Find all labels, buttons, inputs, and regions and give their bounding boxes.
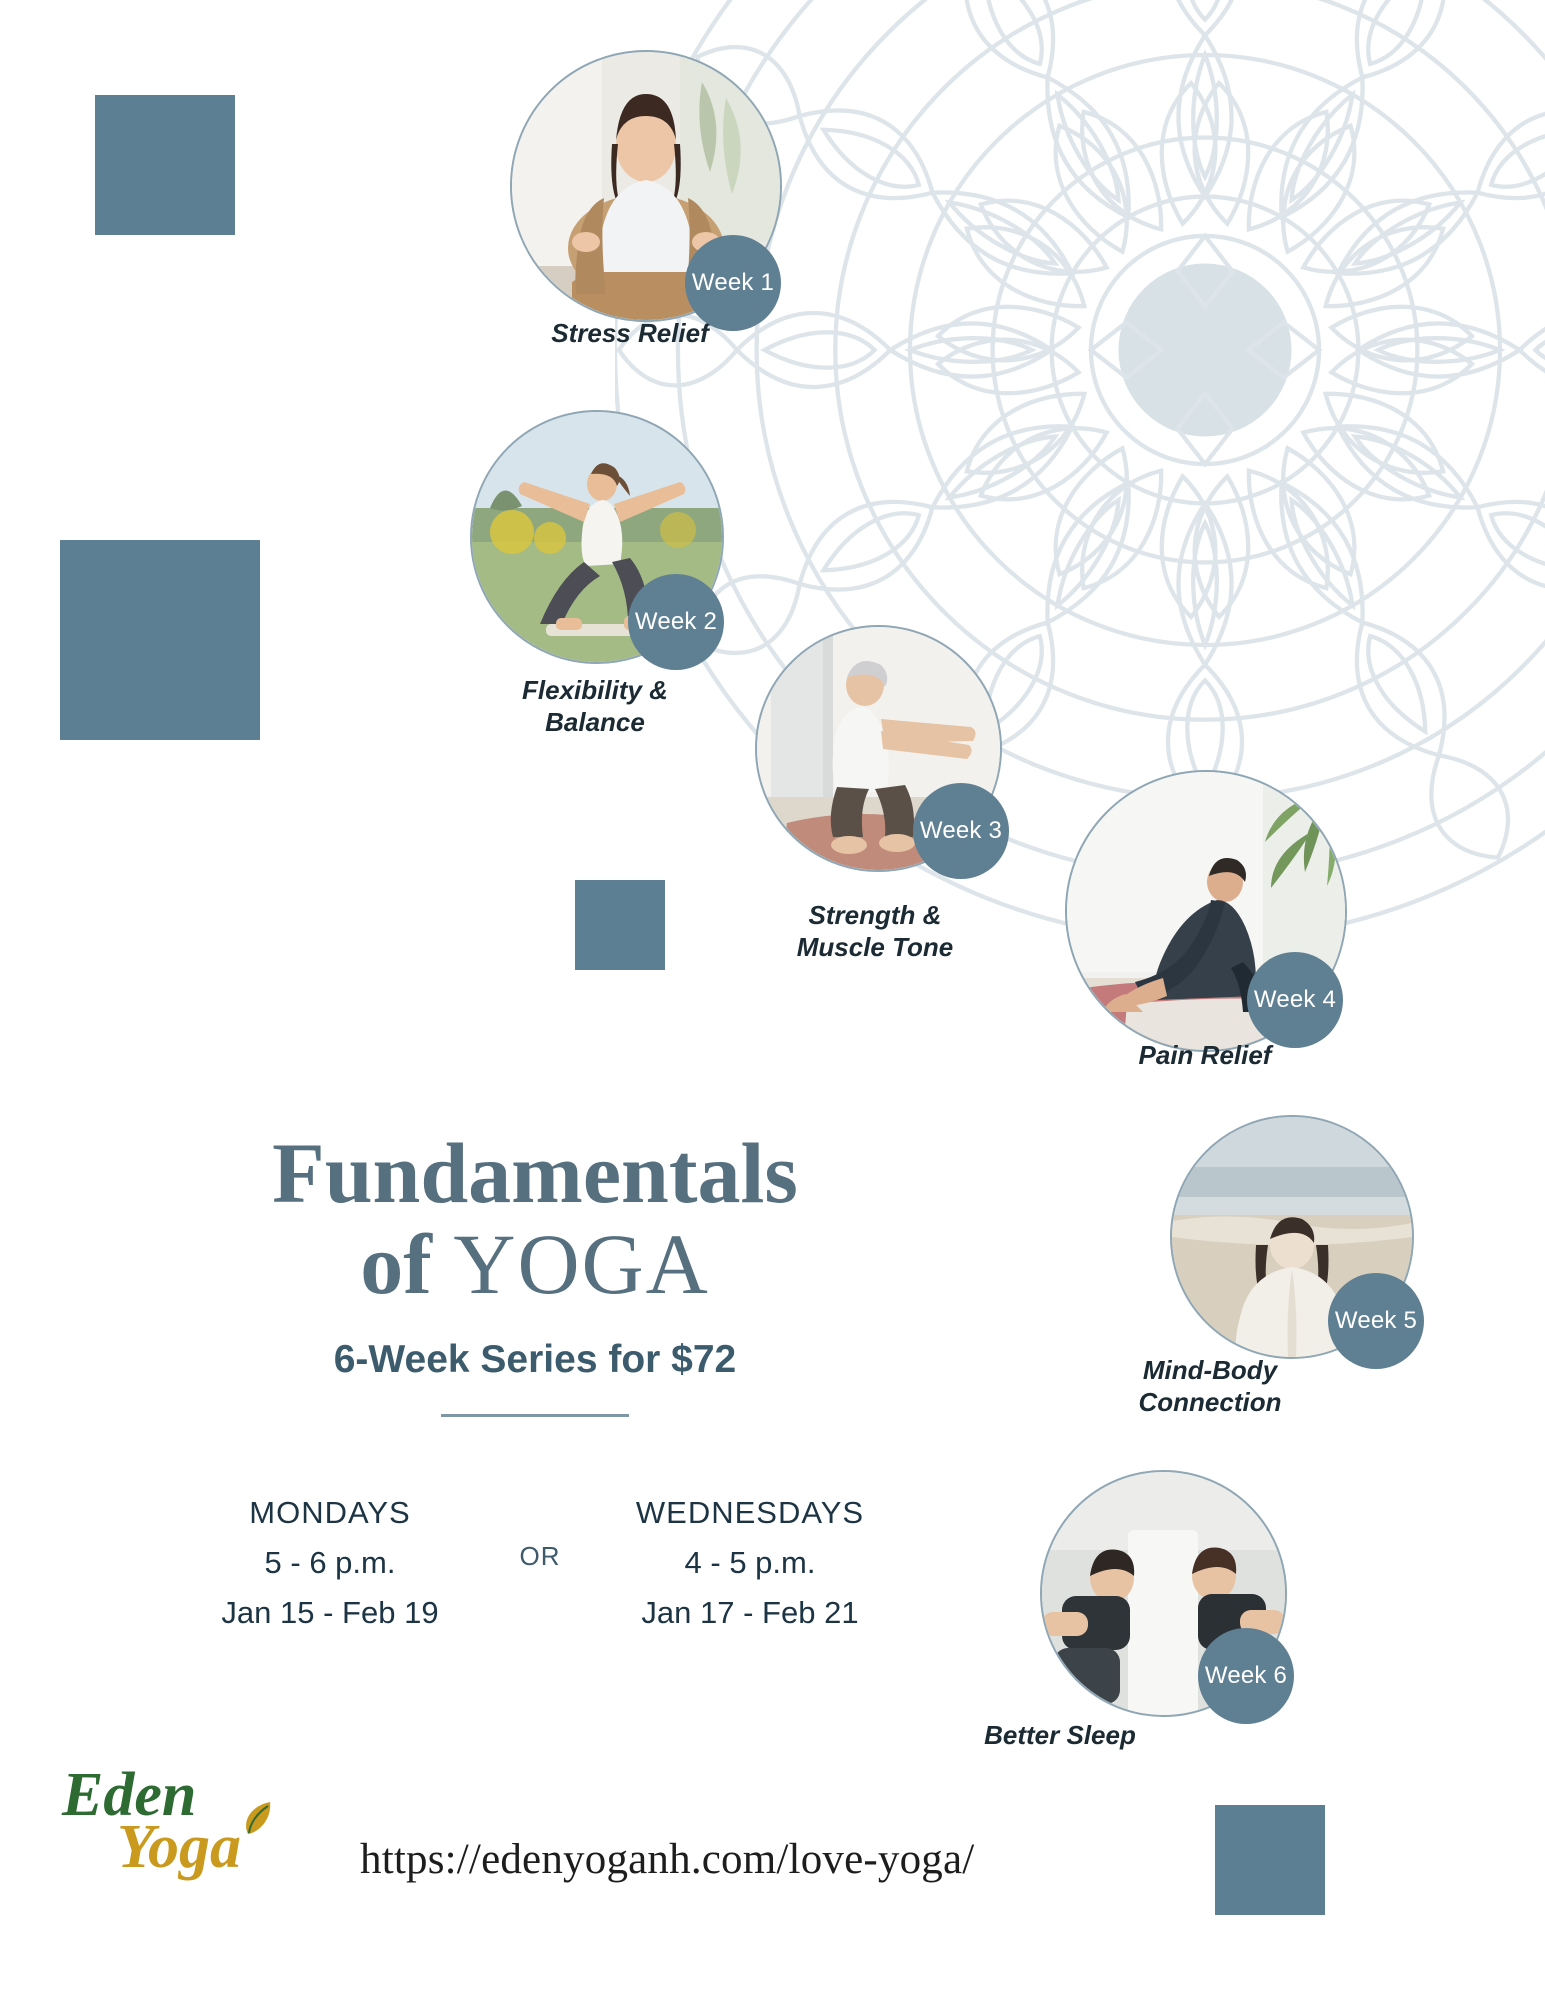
monday-dates: Jan 15 - Feb 19 bbox=[221, 1595, 439, 1630]
week-4-caption: Pain Relief bbox=[1138, 1040, 1272, 1070]
week-card-1 bbox=[510, 50, 782, 322]
sparkle-star-icon bbox=[1215, 1805, 1325, 1915]
week-4-badge: Week 4 bbox=[1247, 952, 1343, 1048]
week-1-badge: Week 1 bbox=[685, 235, 781, 331]
title-yoga-word: YOGA bbox=[453, 1216, 710, 1312]
wednesday-time: 4 - 5 p.m. bbox=[684, 1545, 816, 1580]
divider bbox=[441, 1414, 629, 1417]
week-5-badge: Week 5 bbox=[1328, 1273, 1424, 1369]
schedule-separator: OR bbox=[519, 1541, 561, 1571]
page-title: Fundamentals bbox=[272, 1125, 798, 1221]
headline-block bbox=[130, 1125, 940, 1417]
week-5-caption: Mind-Body Connection bbox=[1138, 1355, 1282, 1417]
week-card-2 bbox=[470, 410, 724, 664]
week-card-3 bbox=[755, 625, 1002, 872]
week-card-4 bbox=[1065, 770, 1347, 1052]
wednesday-day-label: WEDNESDAYS bbox=[635, 1495, 865, 1530]
schedule-option-monday bbox=[180, 1495, 480, 1631]
subtitle: 6-Week Series for $72 bbox=[333, 1338, 737, 1382]
website-url[interactable]: https://edenyoganh.com/love-yoga/ bbox=[360, 1836, 975, 1883]
schedule-option-wednesday bbox=[600, 1495, 900, 1631]
monday-day-label: MONDAYS bbox=[249, 1495, 411, 1530]
logo-word-yoga: Yoga bbox=[117, 1813, 241, 1881]
schedule-block bbox=[180, 1495, 900, 1631]
week-3-badge: Week 3 bbox=[913, 783, 1009, 879]
eden-yoga-logo bbox=[62, 1760, 327, 1910]
week-2-caption: Flexibility & Balance bbox=[522, 675, 668, 737]
wednesday-dates: Jan 17 - Feb 21 bbox=[641, 1595, 859, 1630]
title-of-word: of bbox=[360, 1216, 454, 1312]
leaf-icon bbox=[240, 1800, 274, 1840]
monday-time: 5 - 6 p.m. bbox=[264, 1545, 396, 1580]
week-2-badge: Week 2 bbox=[628, 574, 724, 670]
page-title-secondary bbox=[130, 1216, 940, 1312]
week-card-5 bbox=[1170, 1115, 1418, 1359]
sparkle-star-icon bbox=[60, 540, 260, 740]
week-card-6 bbox=[1040, 1470, 1287, 1717]
sparkle-star-icon bbox=[95, 95, 235, 235]
logo-word-eden: Eden bbox=[62, 1761, 197, 1829]
week-6-badge: Week 6 bbox=[1198, 1628, 1294, 1724]
week-3-caption: Strength & Muscle Tone bbox=[796, 900, 954, 962]
week-6-caption: Better Sleep bbox=[984, 1720, 1136, 1750]
week-1-caption: Stress Relief bbox=[551, 318, 709, 348]
sparkle-star-icon bbox=[575, 880, 665, 970]
